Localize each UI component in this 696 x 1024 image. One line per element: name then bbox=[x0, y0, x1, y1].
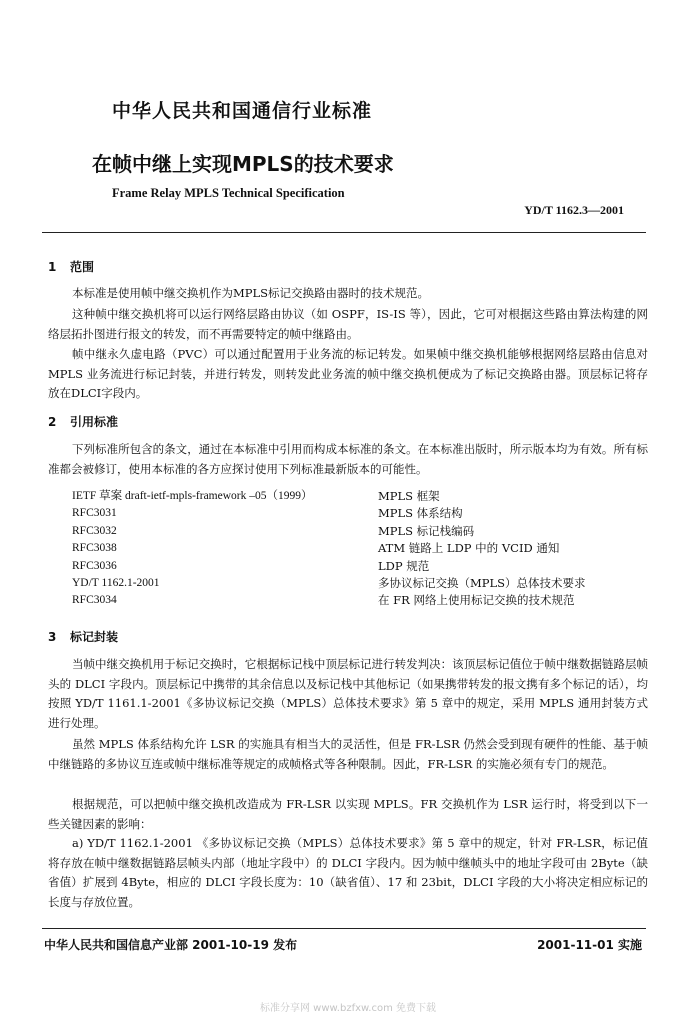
section-number: 1 bbox=[48, 260, 57, 274]
reference-name: 多协议标记交换（MPLS）总体技术要求 bbox=[378, 575, 586, 590]
paragraph: 帧中继永久虚电路（PVC）可以通过配置用于业务流的标记转发。如果帧中继交换机能够根据网络层路由信息对 MPLS 业务流进行标记封装，并进行转发，则转发此业务流的帧中继交换机便成为了标记交换路由器。顶层标记将存放在DLCI字段内。 bbox=[48, 347, 648, 400]
paragraph: 下列标准所包含的条文，通过在本标准中引用而构成本标准的条文。在本标准出版时，所示版本均为有效。所有标准都会被修订，使用本标准的各方应探讨使用下列标准最新版本的可能性。 bbox=[48, 442, 648, 476]
reference-code: RFC3034 bbox=[72, 594, 117, 607]
section-number: 3 bbox=[48, 630, 57, 644]
reference-name: LDP 规范 bbox=[378, 558, 430, 573]
effective-date: 2001-11-01 实施 bbox=[537, 938, 642, 952]
reference-item bbox=[72, 540, 632, 557]
reference-item bbox=[72, 488, 632, 505]
reference-name: MPLS 框架 bbox=[378, 489, 440, 503]
reference-item bbox=[72, 575, 632, 592]
paragraph: 根据规范，可以把帧中继交换机改造成为 FR-LSR 以实现 MPLS。FR 交换机作为 LSR 运行时，将受到以下一些关键因素的影响： bbox=[48, 797, 648, 831]
site-watermark: 标准分享网 www.bzfxw.com 免费下载 bbox=[260, 1003, 436, 1014]
paragraph: a) YD/T 1162.1-2001 《多协议标记交换（MPLS）总体技术要求》第 5 章中的规定，针对 FR-LSR，标记值将存放在帧中继数据链路层帧头内部（地址字段中）的 DLCI 字段内。因为帧中继帧头中的地址字段可由 2Byte（缺省值）扩展到 4Byte，相应的 DLCI 字段长度为：10（缺省值）、17 和 23bit，DLCI 字段的大小将决定相应标记的长度与存放位置。 bbox=[48, 836, 648, 909]
reference-list bbox=[72, 488, 632, 610]
reference-name: MPLS 体系结构 bbox=[378, 506, 463, 521]
paragraph: 虽然 MPLS 体系结构允许 LSR 的实施具有相当大的灵活性，但是 FR-LSR 仍然会受到现有硬件的性能、基于帧中继链路的多协议互连或帧中继标准等规定的成帧格式等各种限制。因此，FR-LSR 的实施必须有专门的规范。 bbox=[48, 737, 648, 771]
document-title: 在帧中继上实现MPLS的技术要求 bbox=[92, 152, 394, 176]
document-number: YD/T 1162.3—2001 bbox=[524, 203, 624, 217]
section-title: 引用标准 bbox=[70, 415, 119, 429]
paragraph: 本标准是使用帧中继交换机作为MPLS标记交换路由器时的技术规范。 bbox=[72, 286, 430, 300]
standard-category: 中华人民共和国通信行业标准 bbox=[112, 100, 373, 122]
issue-statement: 中华人民共和国信息产业部 2001-10-19 发布 bbox=[44, 938, 298, 952]
section-number: 2 bbox=[48, 415, 57, 429]
reference-code: YD/T 1162.1-2001 bbox=[72, 576, 160, 589]
reference-code: RFC3036 bbox=[72, 559, 117, 572]
document-subtitle-en: Frame Relay MPLS Technical Specification bbox=[112, 186, 345, 200]
section-2-heading bbox=[48, 413, 118, 430]
reference-code: RFC3031 bbox=[72, 507, 117, 520]
section-title: 范围 bbox=[70, 260, 95, 274]
reference-item bbox=[72, 592, 632, 609]
reference-item bbox=[72, 558, 632, 575]
paragraph: 这种帧中继交换机将可以运行网络层路由协议（如 OSPF，IS-IS 等），因此，它可对根据这些路由算法构建的网络层拓扑图进行报文的转发，而不再需要特定的帧中继路由。 bbox=[48, 307, 648, 341]
reference-code: RFC3032 bbox=[72, 524, 117, 537]
reference-code: RFC3038 bbox=[72, 542, 117, 555]
footer-divider bbox=[42, 928, 646, 929]
reference-item bbox=[72, 523, 632, 540]
reference-name: ATM 链路上 LDP 中的 VCID 通知 bbox=[378, 541, 560, 556]
section-1-heading bbox=[48, 258, 94, 275]
header-divider bbox=[42, 232, 646, 233]
paragraph: 当帧中继交换机用于标记交换时，它根据标记栈中顶层标记进行转发判决：该顶层标记值位于帧中继数据链路层帧头的 DLCI 字段内。顶层标记中携带的其余信息以及标记栈中其他标记（如果携带转发的报文携有多个标记的话），均按照 YD/T 1161.1-2001《多协议标记交换（MPLS）总体技术要求》第 5 章中的规定，采用 MPLS 通用封装方式进行处理。 bbox=[48, 657, 648, 730]
section-3-heading bbox=[48, 628, 118, 645]
reference-code: IETF 草案 draft-ietf-mpls-framework –05（1999） bbox=[72, 490, 313, 502]
reference-item bbox=[72, 505, 632, 522]
reference-name: MPLS 标记栈编码 bbox=[378, 523, 475, 538]
reference-name: 在 FR 网络上使用标记交换的技术规范 bbox=[378, 593, 575, 608]
section-title: 标记封装 bbox=[70, 630, 119, 644]
